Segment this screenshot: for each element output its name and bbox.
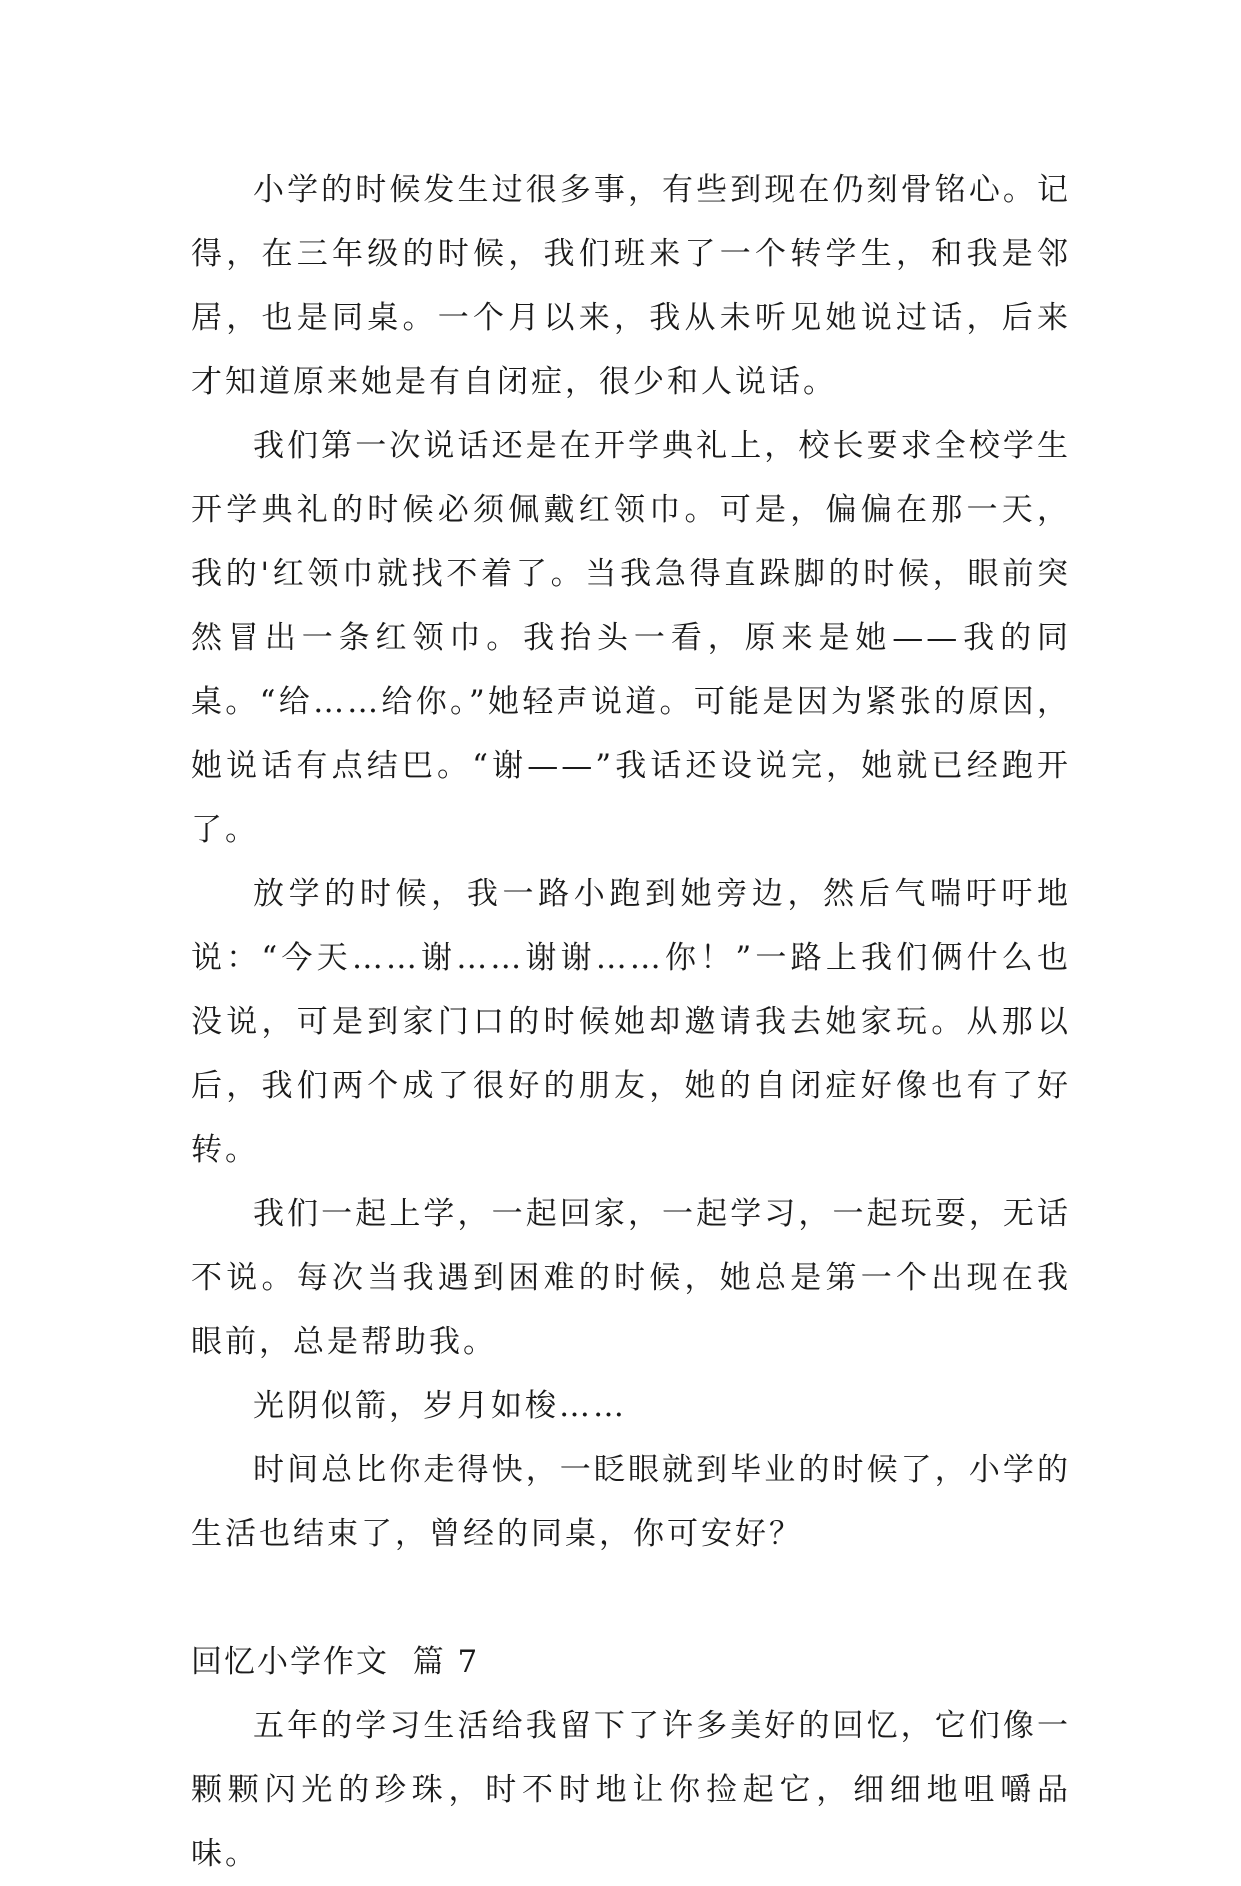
paragraph: 五年的学习生活给我留下了许多美好的回忆，它们像一颗颗闪光的珍珠，时不时地让你捡起它，细细地咀嚼品味。 — [191, 1708, 1071, 1872]
paragraph: 我们一起上学，一起回家，一起学习，一起玩耍，无话不说。每次当我遇到困难的时候，她总是第一个出现在我眼前，总是帮助我。 — [191, 1196, 1071, 1360]
paragraph: 光阴似箭，岁月如梭…… — [253, 1388, 627, 1424]
document-body — [191, 158, 1071, 1886]
paragraph: 放学的时候，我一路小跑到她旁边，然后气喘吁吁地说：“今天……谢……谢谢……你！”一路上我们俩什么也没说，可是到家门口的时候她却邀请我去她家玩。从那以后，我们两个成了很好的朋友，她的自闭症好像也有了好转。 — [191, 876, 1071, 1168]
paragraph: 时间总比你走得快，一眨眼就到毕业的时候了，小学的生活也结束了，曾经的同桌，你可安好？ — [191, 1452, 1071, 1552]
paragraph: 我们第一次说话还是在开学典礼上，校长要求全校学生开学典礼的时候必须佩戴红领巾。可是，偏偏在那一天，我的'红领巾就找不着了。当我急得直跺脚的时候，眼前突然冒出一条红领巾。我抬头一看，原来是她——我的同桌。“给……给你。”她轻声说道。可能是因为紧张的原因，她说话有点结巴。“谢——”我话还设说完，她就已经跑开了。 — [191, 428, 1071, 848]
paragraph: 小学的时候发生过很多事，有些到现在仍刻骨铭心。记得，在三年级的时候，我们班来了一个转学生，和我是邻居，也是同桌。一个月以来，我从未听见她说过话，后来才知道原来她是有自闭症，很少和人说话。 — [191, 172, 1071, 400]
section-heading: 回忆小学作文 篇 7 — [191, 1644, 480, 1680]
